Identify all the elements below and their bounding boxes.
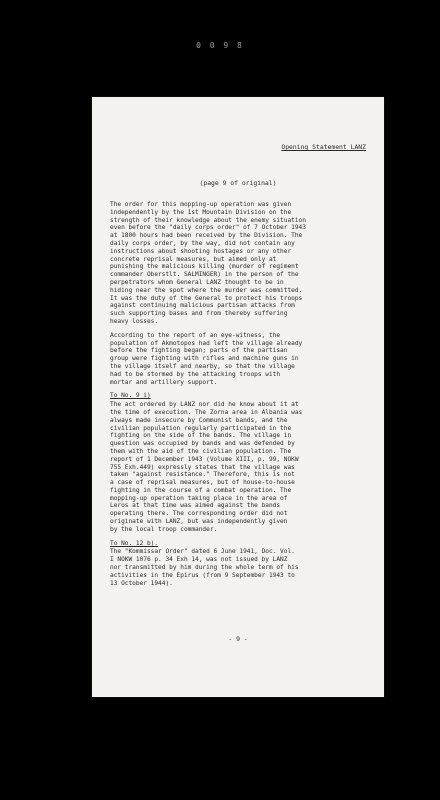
original-page-note: (page 9 of original) [199, 179, 277, 187]
document-body [110, 201, 370, 593]
document-page [92, 97, 384, 697]
subheading: To No. 12 b). [110, 539, 159, 547]
paragraph: According to the report of an eye-witness, the population of Akmotopos had left the village already before the fighting began; parts of the partisan group were fighting with rifles and machine guns in the village itself and nearby, so that the village had to be stormed by the attacking troops with mortar and artillery support. [110, 331, 303, 386]
paragraph: The order for this mopping-up operation was given independently by the 1st Mountain Division on the strength of their knowledge about the enemy situation even before the "daily corps order" of 7 October 1943 at 1800 hours had been received by the Division. The daily corps order, by the way, did not contain any instructions about shooting hostages or any other concrete reprisal measures, but aimed only at punishing the malicious killing (murder of regiment commander Oberstlt. SALMINGER) in the person of the perpetrators whom General LANZ thought to be in hiding near the spot where the murder was committed. It was the duty of the General to protect his troops against continuing malicious partisan attacks from such supporting bases and from thereby suffering heavy losses. [110, 201, 306, 325]
subheading: To No. 9 i) [110, 392, 151, 400]
paragraph: The "Kommissar Order" dated 6 June 1941, Doc. Vol. I NOKW 1076 p. 34 Exh 14, was not issued by LANZ nor transmitted by him during the whole term of his activities in the Epirus (from 9 September 1943 to 13 October 1944). [110, 548, 299, 587]
document-header: Opening Statement LANZ [281, 143, 366, 151]
page-number: - 9 - [228, 635, 248, 643]
microfilm-frame-label: 0 0 9 8 [196, 41, 244, 50]
paragraph: The act ordered by LANZ nor did he know about it at the time of execution. The Zorna area in Albania was always made insecure by Communist bands, and the civilian population regularly participated in the fighting on the side of the bands. The village in question was occupied by bands and was defended by them with the aid of the civilian population. The report of 1 December 1943 (Volume XIII, p. 99, NOKW 755 Exh.449) expressly states that the village was taken "against resistance." Therefore, this is not a case of reprisal measures, but of house-to-house fighting in the course of a combat operation. The mopping-up operation taking place in the area of Leros at that time was aimed against the bands operating there. The corresponding order did not originate with LANZ, but was independently given by the local troop commander. [110, 401, 303, 533]
